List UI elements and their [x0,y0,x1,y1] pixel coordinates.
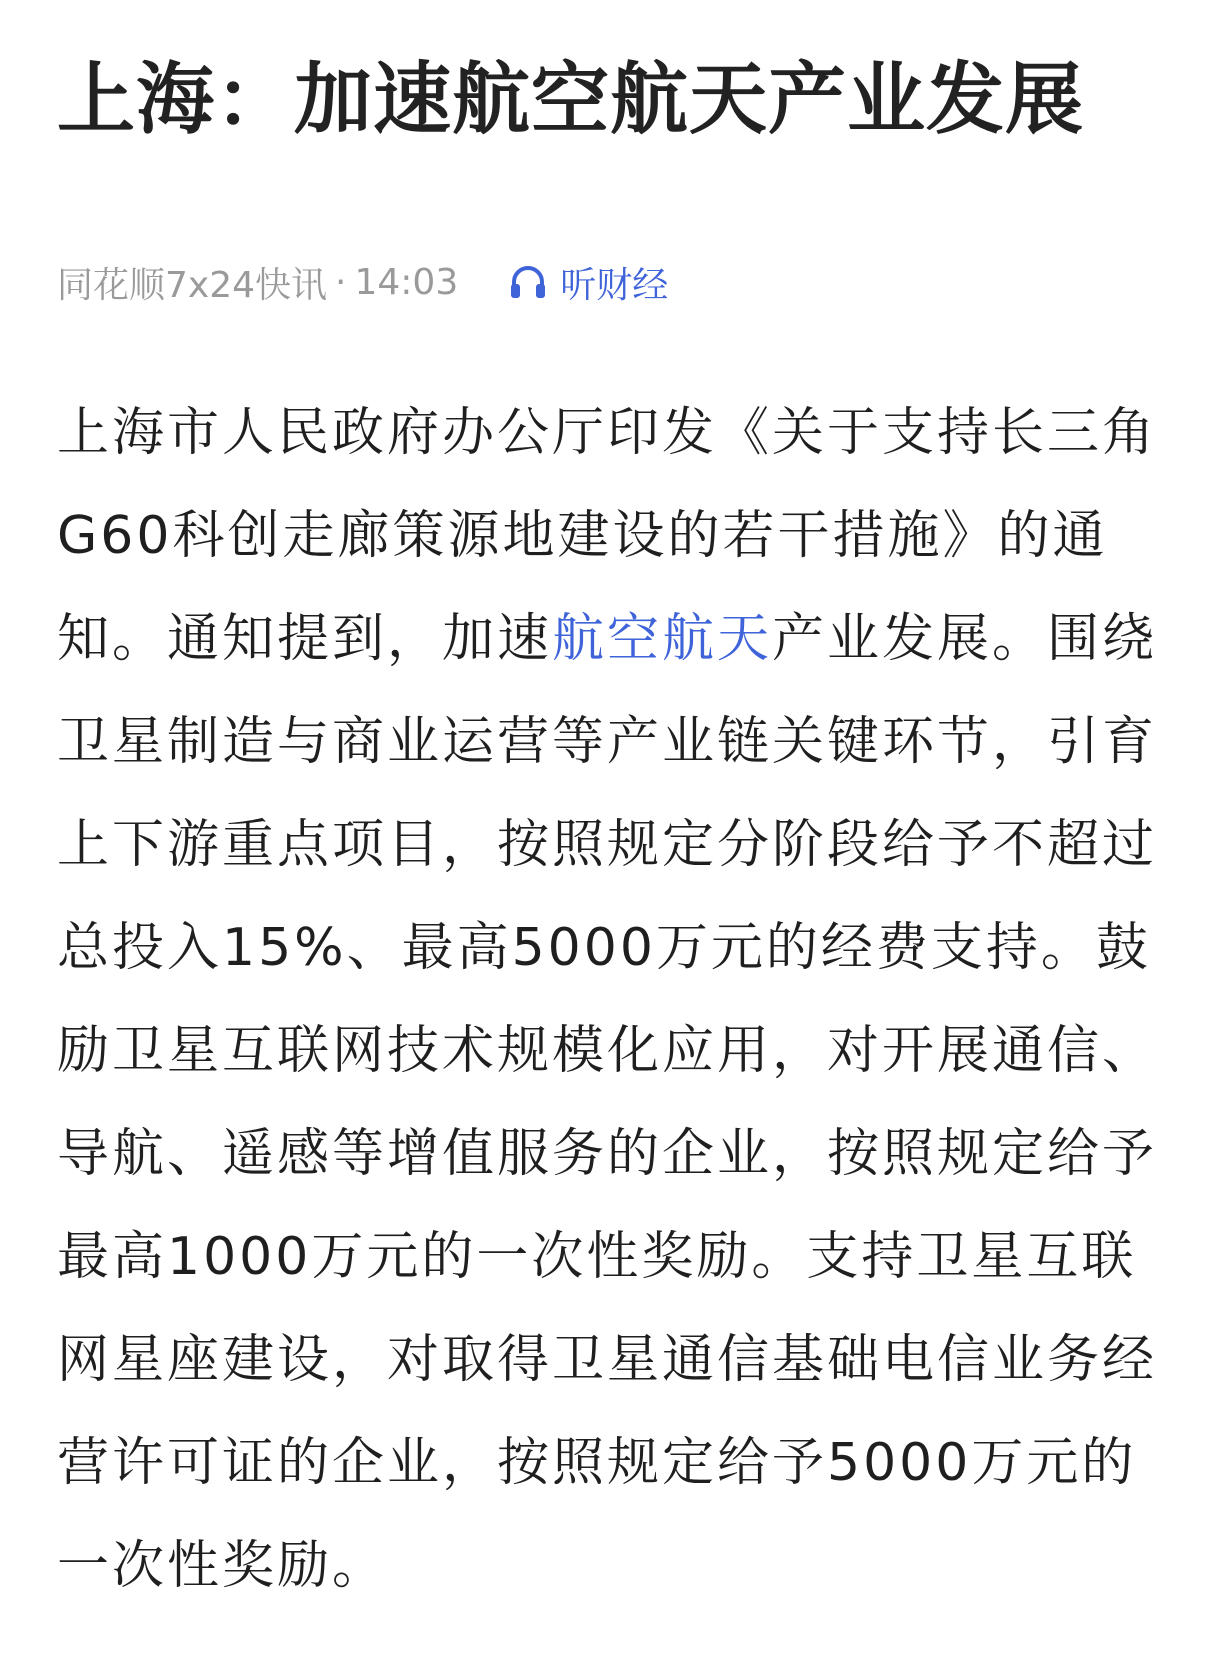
listen-button[interactable] [508,257,668,308]
listen-label: 听财经 [560,264,669,306]
article [57,0,1177,1670]
keyword-link-aerospace[interactable]: 航空航天 [552,609,773,669]
article-meta [57,252,1177,312]
article-title: 上海：加速航空航天产业发展 [57,55,1085,145]
source-label: 同花顺7x24快讯 [57,264,328,306]
body-text-part1: 上海市人民政府办公厅印发《关于支持长三角G60科创走廊策源地建设的若干措施》的通知。通知提到，加速 [57,403,1158,669]
article-body [57,382,1177,1618]
body-text-part2: 产业发展。围绕卫星制造与商业运营等产业链关键环节，引育上下游重点项目，按照规定分阶段给予不超过总投入15%、最高5000万元的经费支持。鼓励卫星互联网技术规模化应用，对开展通信、导航、遥感等增值服务的企业，按照规定给予最高1000万元的一次性奖励。支持卫星互联网星座建设，对取得卫星通信基础电信业务经营许可证的企业，按照规定给予5000万元的一次性奖励。 [57,609,1158,1596]
meta-separator: · [335,261,347,303]
headphones-icon [508,262,548,302]
publish-time: 14:03 [354,261,459,303]
